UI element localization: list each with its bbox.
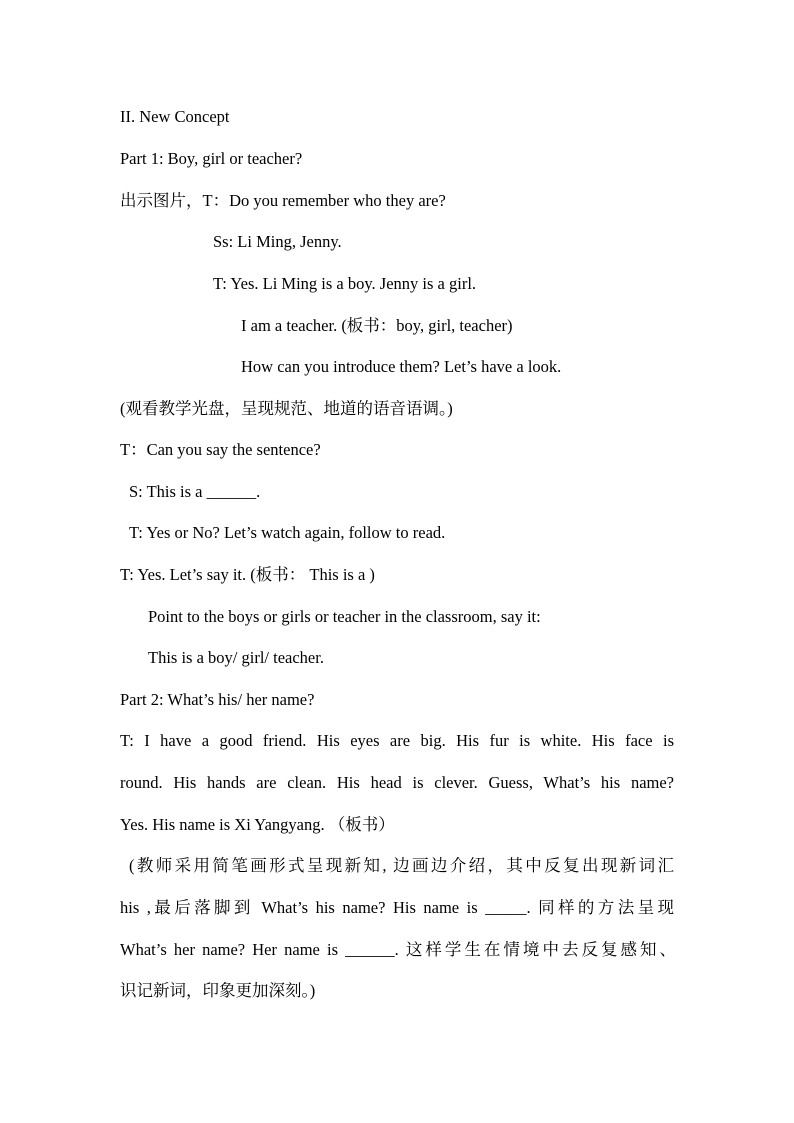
- text-line: T: Yes. Li Ming is a boy. Jenny is a girl.: [213, 274, 477, 293]
- text-line: I am a teacher. (板书：boy, girl, teacher): [241, 316, 513, 335]
- text-line: (教师采用简笔画形式呈现新知, 边画边介绍，其中反复出现新词汇: [129, 856, 674, 875]
- text-line: Yes. His name is Xi Yangyang. （板书）: [120, 815, 395, 834]
- part-1-heading: Part 1: Boy, girl or teacher?: [120, 149, 303, 168]
- text-line: T: Yes. Let’s say it. (板书： This is a ): [120, 565, 375, 584]
- text-line: Ss: Li Ming, Jenny.: [213, 232, 342, 251]
- section-heading: II. New Concept: [120, 107, 230, 126]
- text-line: 识记新词，印象更加深刻。): [120, 981, 316, 1000]
- text-line: 出示图片，T：Do you remember who they are?: [120, 191, 446, 210]
- text-line: How can you introduce them? Let’s have a look.: [241, 357, 562, 376]
- text-line: round. His hands are clean. His head is clever. Guess, What’s his name?: [120, 773, 674, 792]
- text-line: What’s her name? Her name is ______. 这样学生在情境中去反复感知、: [120, 940, 676, 959]
- text-line: (观看教学光盘，呈现规范、地道的语音语调。): [120, 399, 453, 418]
- text-line: T: I have a good friend. His eyes are big. His fur is white. His face is: [120, 731, 674, 750]
- text-line: T: Yes or No? Let’s watch again, follow to read.: [129, 523, 446, 542]
- text-line: T：Can you say the sentence?: [120, 440, 321, 459]
- text-line: This is a boy/ girl/ teacher.: [148, 648, 324, 667]
- text-line: S: This is a ______.: [129, 482, 261, 501]
- text-line: his ,最后落脚到 What’s his name? His name is _____. 同样的方法呈现: [120, 898, 674, 917]
- text-line: Point to the boys or girls or teacher in the classroom, say it:: [148, 607, 541, 626]
- part-2-heading: Part 2: What’s his/ her name?: [120, 690, 315, 709]
